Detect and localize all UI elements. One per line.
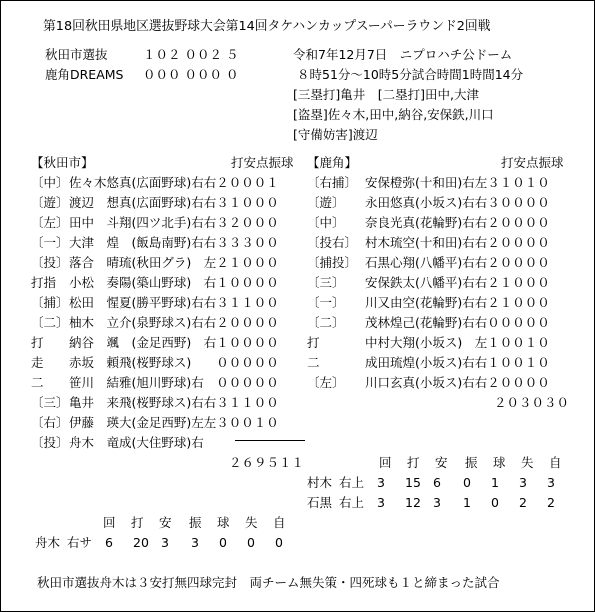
- game-title: 第18回秋田県地区選抜野球大会第14回タケハンカップスーパーラウンド2回戦: [43, 19, 491, 34]
- extra-base-hits: [三塁打]亀井 [二塁打]田中,大津: [293, 87, 479, 102]
- home-pitcher-stat: 6: [105, 535, 113, 550]
- away-player-position: 〔三〕: [307, 275, 345, 290]
- away-player-position: 〔遊〕: [307, 195, 345, 210]
- linescore-team-1: 秋田市選抜: [45, 47, 108, 62]
- away-pitcher-stat: 3: [433, 495, 441, 510]
- away-batting-header: 打安点振球: [501, 155, 564, 170]
- home-team-name: 【秋田市】: [31, 155, 94, 170]
- home-pitcher-stat: 0: [219, 535, 227, 550]
- stolen-bases: [盗塁]佐々木,田中,納谷,安保鉄,川口: [293, 107, 494, 122]
- away-pitcher-stat: 3: [547, 475, 555, 490]
- away-player-line: 茂林煌己(花輪野)右右０００００: [365, 315, 550, 330]
- away-pitcher-stat: 3: [377, 495, 385, 510]
- home-player-position: 〔投〕: [31, 435, 69, 450]
- home-player-line: 柚木 立介(泉野球ス)右右２００００: [69, 315, 279, 330]
- home-pitcher-name: 舟木: [35, 535, 61, 550]
- away-pitching-header: 自: [549, 455, 562, 470]
- date-venue: 令和7年12月7日 ニプロハチ公ドーム: [293, 47, 513, 62]
- home-player-line: 赤坂 頼飛(桜野球ス) ０００００: [69, 355, 279, 370]
- home-pitcher-hand: 右サ: [67, 535, 93, 550]
- away-pitcher-stat: 2: [519, 495, 527, 510]
- away-player-position: 〔捕投〕: [307, 255, 358, 270]
- away-player-line: 永田悠真(小坂ス)右右３００００: [365, 195, 550, 210]
- home-pitching-header: 回: [103, 515, 116, 530]
- away-pitcher-stat: 3: [519, 475, 527, 490]
- home-player-line: 亀井 来飛(桜野球ス)右右３１１００: [69, 395, 279, 410]
- home-player-line: 松田 惺夏(勝平野球)右右３１１００: [69, 295, 279, 310]
- away-pitching-header: 失: [521, 455, 534, 470]
- away-player-position: 打: [307, 335, 320, 350]
- home-pitching-header: 球: [217, 515, 230, 530]
- home-player-position: 打: [31, 335, 44, 350]
- home-player-position: 〔右〕: [31, 415, 69, 430]
- away-pitcher-stat: 2: [547, 495, 555, 510]
- home-pitcher-stat: 3: [191, 535, 199, 550]
- home-player-line: 落合 晴琉(秋田グラ) 左２１０００: [69, 255, 279, 270]
- away-player-position: 〔投右〕: [307, 235, 358, 250]
- linescore-team-2: 鹿角DREAMS: [45, 67, 124, 82]
- away-pitcher-stat: 15: [405, 475, 421, 490]
- home-player-position: 二: [31, 375, 44, 390]
- away-player-line: 石黒心翔(八幡平)右右２００００: [365, 255, 550, 270]
- away-pitcher-hand: 右上: [339, 475, 365, 490]
- away-pitching-header: 安: [435, 455, 448, 470]
- game-summary: 秋田市選抜舟木は３安打無四球完封 両チーム無失策・四死球も１と締まった試合: [37, 575, 500, 590]
- home-pitcher-stat: 20: [133, 535, 149, 550]
- home-pitching-header: 失: [245, 515, 258, 530]
- home-pitcher-stat: 3: [161, 535, 169, 550]
- away-player-line: 川口玄真(小坂ス)右右２００００: [365, 375, 550, 390]
- away-pitcher-name: 村木: [307, 475, 333, 490]
- home-player-line: 佐々木悠真(広面野球)右右２０００１: [69, 175, 279, 190]
- home-player-position: 〔捕〕: [31, 295, 69, 310]
- home-pitching-header: 振: [189, 515, 202, 530]
- away-pitcher-stat: 0: [491, 495, 499, 510]
- home-player-line: 小松 奏陽(築山野球) 右１００００: [69, 275, 279, 290]
- away-player-position: 〔二〕: [307, 315, 345, 330]
- home-pitching-header: 打: [131, 515, 144, 530]
- home-player-position: 〔二〕: [31, 315, 69, 330]
- home-pitching-header: 自: [273, 515, 286, 530]
- away-pitcher-stat: 12: [405, 495, 421, 510]
- away-player-line: 奈良光真(花輪野)右右２００００: [365, 215, 550, 230]
- obstruction: [守備妨害]渡辺: [293, 127, 378, 142]
- home-player-position: 〔投〕: [31, 255, 69, 270]
- home-player-position: 走: [31, 355, 44, 370]
- home-player-position: 〔一〕: [31, 235, 69, 250]
- linescore-score-1: １０２ ００２ ５: [143, 47, 239, 62]
- away-pitcher-stat: 1: [463, 495, 471, 510]
- home-pitcher-stat: 0: [247, 535, 255, 550]
- away-pitcher-name: 石黒: [307, 495, 333, 510]
- home-player-line: 渡辺 想真(広面野球)右右３１０００: [69, 195, 279, 210]
- away-player-line: 安保橙弥(十和田)右左３１０１０: [365, 175, 550, 190]
- game-time: ８時51分～10時5分試合時間1時間14分: [297, 67, 524, 82]
- away-player-position: 二: [307, 355, 320, 370]
- away-pitching-header: 振: [465, 455, 478, 470]
- home-player-line: 舟木 竜成(大住野球)右: [69, 435, 204, 450]
- home-batting-totals: ２６９５１１: [229, 455, 305, 470]
- away-pitching-header: 球: [493, 455, 506, 470]
- away-player-line: 中村大翔(小坂ス) 左１００１０: [365, 335, 550, 350]
- away-player-line: 成田琉煌(小坂ス)右右１００１０: [365, 355, 550, 370]
- linescore-score-2: ０００ ０００ ０: [143, 67, 239, 82]
- home-player-position: 〔三〕: [31, 395, 69, 410]
- away-player-line: 村木琉空(十和田)右右２００００: [365, 235, 550, 250]
- home-player-line: 納谷 颯 (金足西野) 右１００００: [69, 335, 279, 350]
- home-pitching-header: 安: [159, 515, 172, 530]
- home-player-line: 笹川 結雅(旭川野球)右 ０００００: [69, 375, 279, 390]
- home-player-position: 〔遊〕: [31, 195, 69, 210]
- away-pitcher-stat: 1: [491, 475, 499, 490]
- away-player-line: 安保鉄太(八幡平)右右２１０００: [365, 275, 550, 290]
- away-pitching-header: 回: [379, 455, 392, 470]
- away-player-position: 〔左〕: [307, 375, 345, 390]
- away-pitcher-stat: 0: [463, 475, 471, 490]
- home-player-line: 伊藤 瑛大(金足西野)左左３００１０: [69, 415, 279, 430]
- away-player-line: 川又由空(花輪野)右右２１０００: [365, 295, 550, 310]
- home-player-position: 〔中〕: [31, 175, 69, 190]
- away-pitcher-stat: 3: [377, 475, 385, 490]
- away-player-position: 〔中〕: [307, 215, 345, 230]
- home-player-line: 大津 煌 (飯島南野)右右３３３００: [69, 235, 279, 250]
- away-batting-totals: ２０３０３０: [494, 395, 570, 410]
- home-player-position: 打指: [31, 275, 57, 290]
- away-pitcher-hand: 右上: [339, 495, 365, 510]
- away-team-name: 【鹿角】: [307, 155, 358, 170]
- totals-rule: [235, 440, 305, 441]
- home-batting-header: 打安点振球: [231, 155, 294, 170]
- away-pitcher-stat: 6: [433, 475, 441, 490]
- away-pitching-header: 打: [407, 455, 420, 470]
- away-player-position: 〔右捕〕: [307, 175, 358, 190]
- home-player-line: 田中 斗翔(四ツ北手)右右３２０００: [69, 215, 279, 230]
- home-player-position: 〔左〕: [31, 215, 69, 230]
- away-player-position: 〔一〕: [307, 295, 345, 310]
- home-pitcher-stat: 0: [275, 535, 283, 550]
